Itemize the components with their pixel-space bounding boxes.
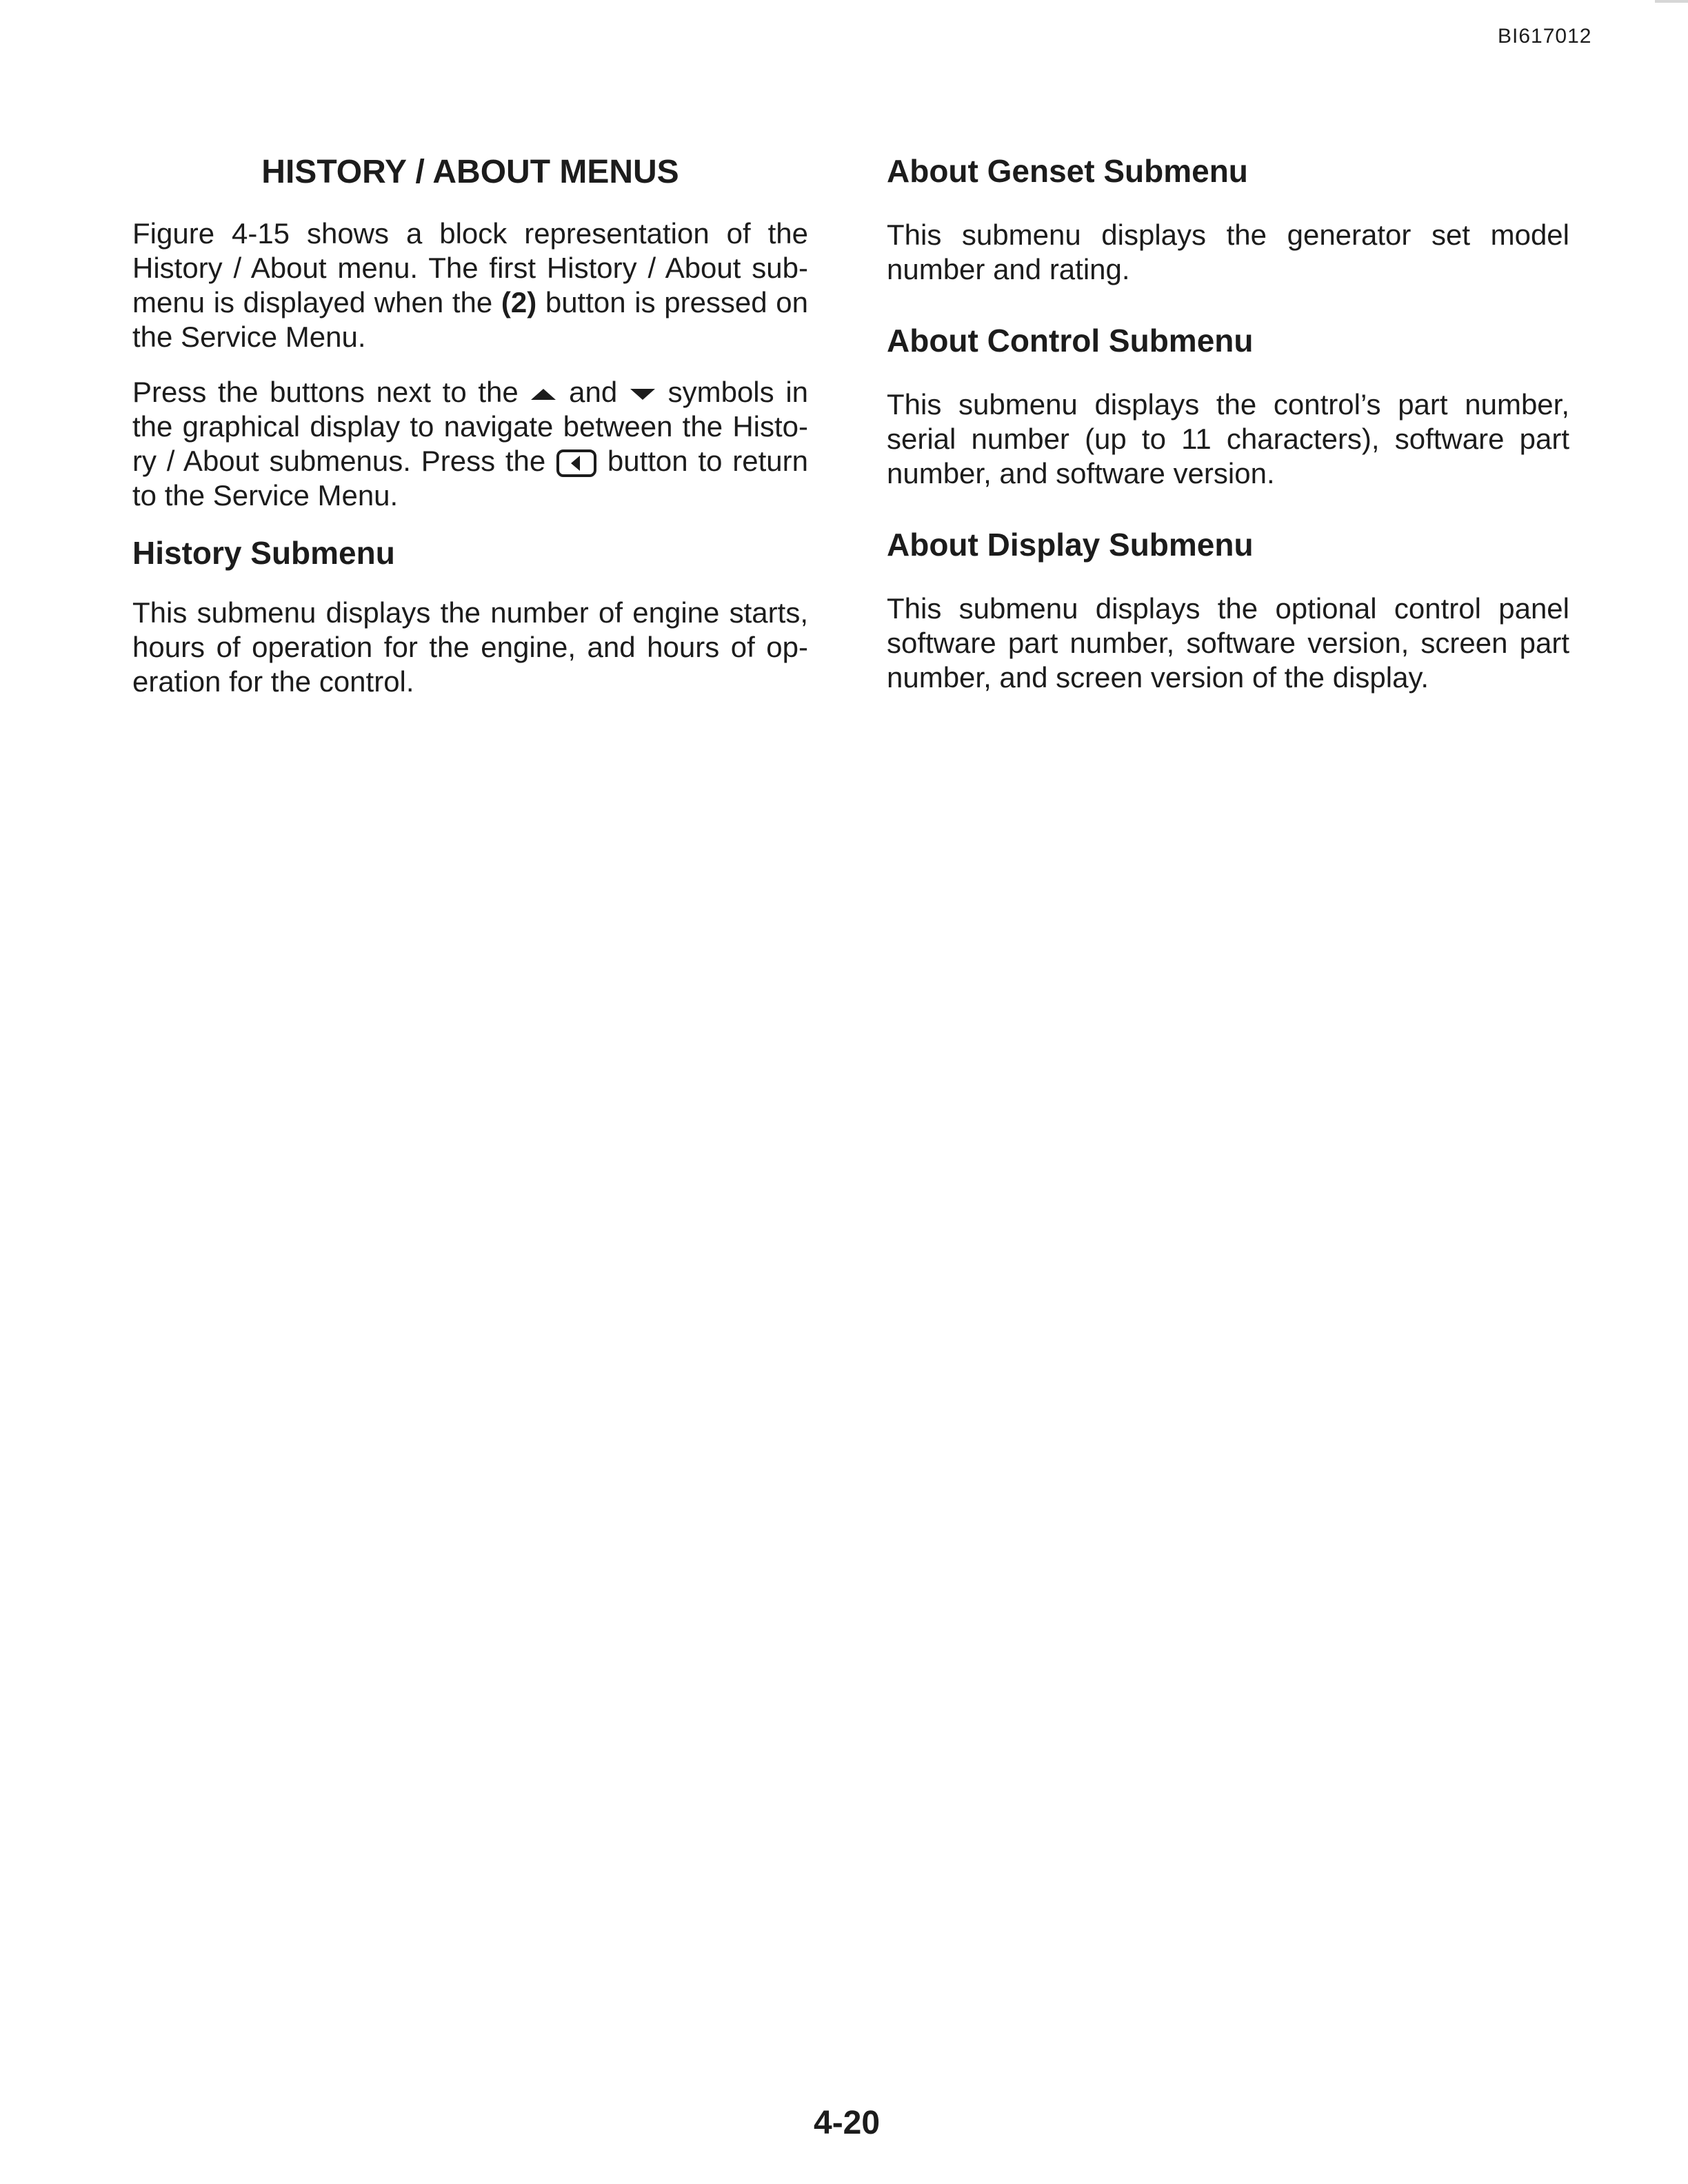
scan-edge-mark — [1655, 0, 1688, 3]
section-title: HISTORY / ABOUT MENUS — [261, 154, 679, 190]
nav-text-3: symbols in the graphical display to navigate between the Histo-ry / About submenus. Press the — [132, 376, 809, 477]
nav-text-4: button to return to the Service Menu. — [132, 445, 808, 512]
about-control-text: This submenu displays the control’s part number, serial number (up to 11 characters), software part number, and software version. — [887, 388, 1569, 489]
back-button-icon — [556, 449, 597, 478]
nav-text-2: and — [557, 376, 629, 408]
about-display-text: This submenu displays the optional control panel software part number, software version, screen part number, and screen version of the display. — [887, 592, 1569, 694]
about-genset-text: This submenu displays the generator set model number and rating. — [887, 219, 1569, 285]
navigation-paragraph — [132, 375, 808, 513]
intro-text: Figure 4-15 shows a block representation of the History / About menu. The first History / About sub-menu is displayed when the — [132, 217, 808, 318]
about-control-heading: About Control Submenu — [887, 323, 1254, 358]
button-number: (2) — [501, 286, 537, 318]
up-arrow-icon — [530, 386, 557, 403]
about-genset-heading: About Genset Submenu — [887, 153, 1248, 189]
page-number: 4-20 — [814, 2105, 881, 2141]
down-arrow-icon — [629, 386, 656, 403]
history-submenu-text: This submenu displays the number of engine starts, hours of operation for the engine, and hours of op-eration for the control. — [132, 596, 808, 698]
intro-text-end: button is pressed on the Service Menu. — [132, 286, 809, 353]
intro-paragraph — [132, 216, 808, 354]
right-column — [887, 152, 1569, 729]
document-id: BI617012 — [1498, 25, 1592, 48]
history-submenu-heading: History Submenu — [132, 535, 395, 571]
left-column — [132, 152, 808, 720]
about-display-heading: About Display Submenu — [887, 527, 1254, 563]
nav-text-1: Press the buttons next to the — [132, 376, 530, 408]
